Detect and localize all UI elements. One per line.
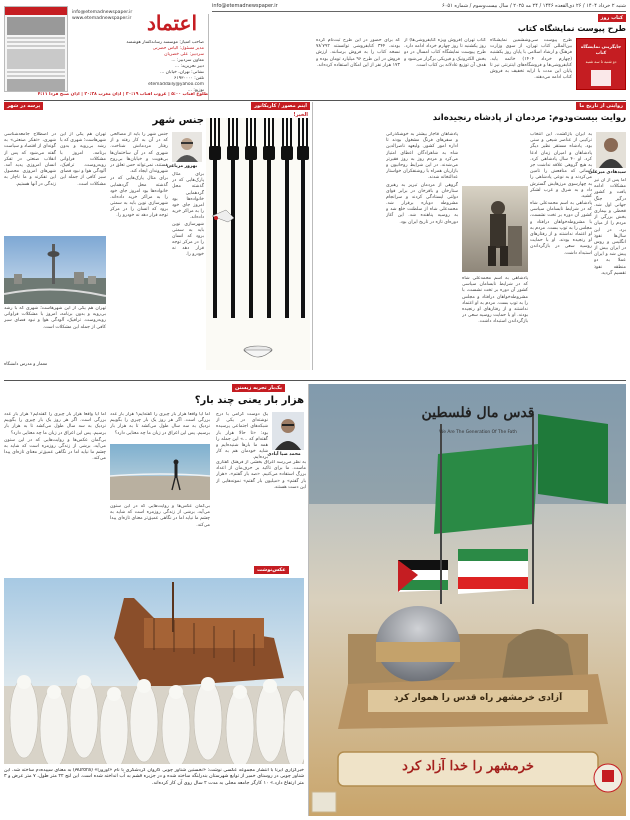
poster-subtitle: We Are The Generation Of The Fath [439, 430, 517, 435]
city-col-bottom: تهران هم یکی از این شهرهاست؛ شهری که با رشد بی‌رویه و بدون برنامه، امروز با مشکلات فراوانی روبه‌روست. ترافیک، آلودگی هوا و نبود فضای سبز کافی از جمله این مشکلات است. [4, 306, 106, 330]
book-cover-title: جایگزینی نمایشگاه کتاب [580, 45, 622, 56]
history-col1: به ایران بازگشت. این انتخاب ترکیبی از عناصر شیعی و سنی بود. پادشاه مستقر نظیر دیگر پادشاهان و امیران زمان ادعا کرد. او ۴۰ سال پادشاهی کرد. به هیچ گروهی علاقه نداشت جز کسانی که منافعش را تامین می‌کردند و به نوعی پادشاهی را به چهارسوی مرزهایش گسترش داد و به شرق و غرب لشکر کشید. پادشاهی به اسم محمدعلی شاه که در شرایط نابسامان سیاسی کشور آن دوره بر تخت نشست، با مشروطه‌خواهان درافتاد و مجلس را به توپ بست. مردم به او اعتماد نداشتند و از رفتارهای او رنجیده بودند. او با حمایت روسیه سعی در بازگرداندن استبداد داشت. [530, 132, 592, 256]
photo-story-caption: خبرگزاری ایرنا با انتشار مجموعه عکسی نوشت: «نخستین شناور چوبی کاروان گردشگری با نام «آورورا» (Aurora) به معنای سپیده‌دم ساخته شد. این شناور چوبی در روستای خمیر از توابع شهرستان بندرلنگه ساخته شده و در جزیره قشم به آب انداخته شده است. این لنج ۲۲ متر طول، ۷ متر عرض و ۳ متر ارتفاع دارد.» ۱۰ کارگر جامعه محلی به مدت ۲ سال روی آن کار کرده‌اند. [4, 768, 304, 786]
poster-title: قدس مال فلسطین [421, 405, 535, 421]
top-email[interactable]: info@etemadnewspaper.ir [212, 3, 278, 9]
city-column-headline: جنس شهر [152, 115, 204, 126]
dhow-photo [4, 578, 304, 764]
book-headline: طرح پیوست نمایشگاه کتاب [517, 24, 626, 33]
city-col3: جنس شهر را باید از مصالحی که در آن به کار رفته و از رفتار مردمانش شناخت. شهری که در آن ساختمان‌ها بی‌هویت و خیابان‌ها بی‌روح هستند، نمی‌تواند حس تعلق در شهروندان ایجاد کند. برای مثال پارک‌هایی که در گذشته محل گردهمایی خانواده‌ها بود امروز جای خود را به مراکز خرید داده‌اند. شهرسازی نوین باید به سمتی برود که انسان را در مرکز توجه قرار دهد نه خودرو را. [110, 132, 168, 219]
book-cover [576, 38, 626, 90]
city-author-title: معمار و مدرس دانشگاه [4, 362, 48, 367]
essay-author-photo [272, 412, 304, 450]
essay-headline: هزار بار یعنی چند بار؟ [194, 395, 304, 406]
book-section-tag: کتاب روز [598, 14, 626, 22]
quds-poster [308, 384, 626, 816]
essay-col5: اما آیا واقعا هزار بار چیزی را گفته‌ایم؟ هزار بار عدد بزرگی است. اگر هر روز یک بار چیزی را بگوییم نزدیک به سه سال طول می‌کشد تا به هزار بار برسیم. پس این اغراق در زبان ما چه معنایی دارد؟ بی‌گمان عکس‌ها و روایت‌هایی که در این ستون می‌آید، برشی از زندگی روزمره است که شاید به چشم ما نیاید اما در نگاهی عمیق‌تر معنای تازه‌ای پیدا می‌کند. [4, 412, 106, 462]
book-body-col3: که برای حضور در این طرح ثبت‌نام کرده بودند، ۳۴۴ کتابفروشی توانستند ۷۸٬۷۹۲ نسخه کتاب را به فروش برسانند. ارزش فروش در این طرح ۹۶ میلیارد تومان بوده و ۱۷۳ هزار نفر از این امکان استفاده کرده‌اند. [316, 38, 400, 68]
staff-list: صاحب امتیاز: موسسه رسانه‌گفتار هوشمند مدیر مسئول: الیاس حضرتی سردبیر: علی خضریان معاون سردبیر: ... دبیر تحریریه: ... نشانی: تهران، خیابان ... تلفن: ۶۱۹۳۰۰۰۰ etemaddaily@yahoo.com توزیع: ... [126, 40, 204, 93]
newspaper-logo: اعتماد [145, 6, 199, 40]
tehran-tower-photo [4, 236, 106, 304]
poster-banner-text: آزادی خرمشهر راه قدس را هموار کرد [393, 693, 563, 703]
front-page-thumbnail [4, 6, 68, 92]
history-col-under-photo: پادشاهی به اسم محمدعلی شاه که در شرایط نابسامان سیاسی کشور آن دوره بر تخت نشست، با مشروطه‌خواهان درافتاد و مجلس را به توپ بست. مردم به او اعتماد نداشتند و از رفتارهای او رنجیده بودند. او با حمایت روسیه سعی در بازگرداندن استبداد داشت. [462, 276, 528, 325]
city-col4: برای مثال پارک‌هایی که در گذشته محل گردهمایی خانواده‌ها بود امروز جای خود را به مراکز خرید داده‌اند. شهرسازی نوین باید به سمتی برود که انسان را در مرکز توجه قرار دهد نه خودرو را. [172, 172, 204, 258]
city-col1: در اصطلاح جامعه‌شناسی شهری، «تفکر صنعتی» به گونه‌ای از اقتصاد و سیاست گفته می‌شود که پس از انقلاب صنعتی در تفکر انسان امروزی پدید آمد. شهرهای امروزی محصول این تفکرند و ما ناچار به زندگی در آنها هستیم. [4, 132, 56, 187]
book-body-col1: طرح پیوست سی‌وششمین نمایشگاه بین‌المللی کتاب تهران، از سوی وزارت فرهنگ و ارشاد اسلامی با پایان روز یکشنبه (چهارم خرداد ۱۴۰۴) خاتمه یابد. کتابفروشی‌ها و فروشگاه‌های اینترنتی نیز تا پایان این مدت با ارایه تخفیف به فروش کتاب ادامه می‌دهند. [490, 38, 572, 81]
cartoon-forks [206, 118, 310, 370]
book-cover-sub: دو شنبه تا سه شنبه [585, 58, 617, 64]
essay-col4: بی‌گمان عکس‌ها و روایت‌هایی که در این ستون می‌آید، برشی از زندگی روزمره است که شاید به چشم ما نیاید اما در نگاهی عمیق‌تر معنای تازه‌ای پیدا می‌کند. [110, 504, 210, 528]
cartoon-tag: اینم مصور / کاریکاتور [251, 102, 310, 110]
history-author-photo [596, 132, 626, 168]
history-col2-top: اما پس از آن نیز مشکلات ادامه یافت و کشور درگیر جنگ جهانی اول شد. قحطی و بیماری بخش بزرگی از مردم را از میان برد. در این سال‌ها نفوذ انگلیس و روس در ایران بیش از پیش شد و ایران عملا به دو منطقه نفوذ تقسیم گردید. [594, 178, 626, 276]
history-headline: روایت بیست‌ودوم: مردمان از پادشاه رنجیده‌اند [432, 113, 626, 123]
essay-col2: به نظر می‌رسد اغراق بخشی از فرهنگ گفتاری ماست. ما برای تاکید بر حرف‌مان از اعداد بزرگ استفاده می‌کنیم. «صد بار گفتم»، «هزار بار گفتم» و «میلیون بار گفتم» نمونه‌هایی از این دست هستند. [216, 460, 306, 490]
essay-col3: اما آیا واقعا هزار بار چیزی را گفته‌ایم؟ هزار بار عدد بزرگی است. اگر هر روز یک بار چیزی را بگوییم نزدیک به سه سال طول می‌کشد تا به هزار بار برسیم. پس این اغراق در زبان ما چه معنایی دارد؟ [110, 412, 210, 436]
website-link[interactable]: www.etemadnewspaper.ir [72, 16, 132, 22]
date-line: شنبه ۲ خرداد ۱۴۰۴ / ۲۶ ذی‌القعده ۱۴۴۶ / ۲۴ مه ۲۰۲۵ / سال بیست‌وسوم / شماره ۶۰۵۱ [442, 3, 626, 9]
history-col3: پادشاهان قاجار بیشتر به خوشگذرانی و سفرهای فرنگ مشغول بودند تا اداره امور کشور. ولیعهد ناصرالدین شاه به شاهزادگان اعطای امتیاز می‌کرد و مردم روز به روز فقیرتر می‌شدند. در این شرایط روحانیون و بازاریان همراه با روشنفکران خواستار عدالتخانه شدند. گروهی از مردمان تبریز به رهبری ستارخان و باقرخان در برابر قوای دولتی ایستادگی کردند و سرانجام مشروطه دوباره برقرار شد. محمدعلی شاه از سلطنت خلع شد و به روسیه پناهنده شد. این آغاز دوره‌ای تازه در تاریخ ایران بود. [386, 132, 458, 225]
city-author: بهروز مرباغی [166, 164, 198, 169]
weather-line: طلوع آفتاب ۵:۰۰ | غروب آفتاب ۲۰:۱۹ | اذان مغرب ۲۰:۳۸ | اذان صبح فردا ۴:۱۱ [37, 92, 208, 97]
essay-col1: یک دوست گرامی با درج نوشته‌ای در یکی از شبکه‌های اجتماعی پرسیده بود: «تا حالا هزار بار گفته‌ام که ...» این جمله را همه ما بارها شنیده‌ایم و شاید خودمان هم به کار برده‌ایم. [216, 412, 268, 461]
book-body-col2: کتاب تهران (فروش ویژه کتابفروشی‌ها) از روز یکشنبه تا روز چهارم خرداد ادامه دارد. طرح پیوست نمایشگاه کتاب امسال در دو بخش الکترونیک و فیزیکی برگزار می‌شود و هدف آن توزیع عادلانه بن کتاب است. [404, 38, 486, 68]
history-photo [462, 186, 528, 272]
history-author: سیدهادی میرعلی [588, 170, 626, 175]
city-column-tag: پرسه در شهر [4, 102, 43, 110]
city-author-photo [172, 132, 202, 162]
contact-block [72, 10, 142, 22]
email-link[interactable]: info@etemadnewspaper.ir [72, 10, 133, 15]
photo-story-tag: عکس‌نوشت [254, 566, 289, 574]
cartoon-caption: الخیر! [293, 112, 308, 118]
essay-author: محمد ضیا آبادی [267, 452, 301, 457]
poster-scroll-text: خرمشهر را خدا آزاد کرد [402, 759, 534, 774]
beach-photo [110, 444, 210, 500]
city-col2: تهران هم یکی از این شهرهاست؛ شهری که با رشد بی‌رویه و بدون برنامه، امروز با مشکلات فراوانی روبه‌روست. ترافیک، آلودگی هوا و نبود فضای سبز کافی از جمله این مشکلات است. [60, 132, 106, 187]
essay-tag: یک‌بار تجربه زیستن [232, 384, 285, 392]
history-section-tag: روایتی از تاریخ ما [576, 102, 626, 110]
